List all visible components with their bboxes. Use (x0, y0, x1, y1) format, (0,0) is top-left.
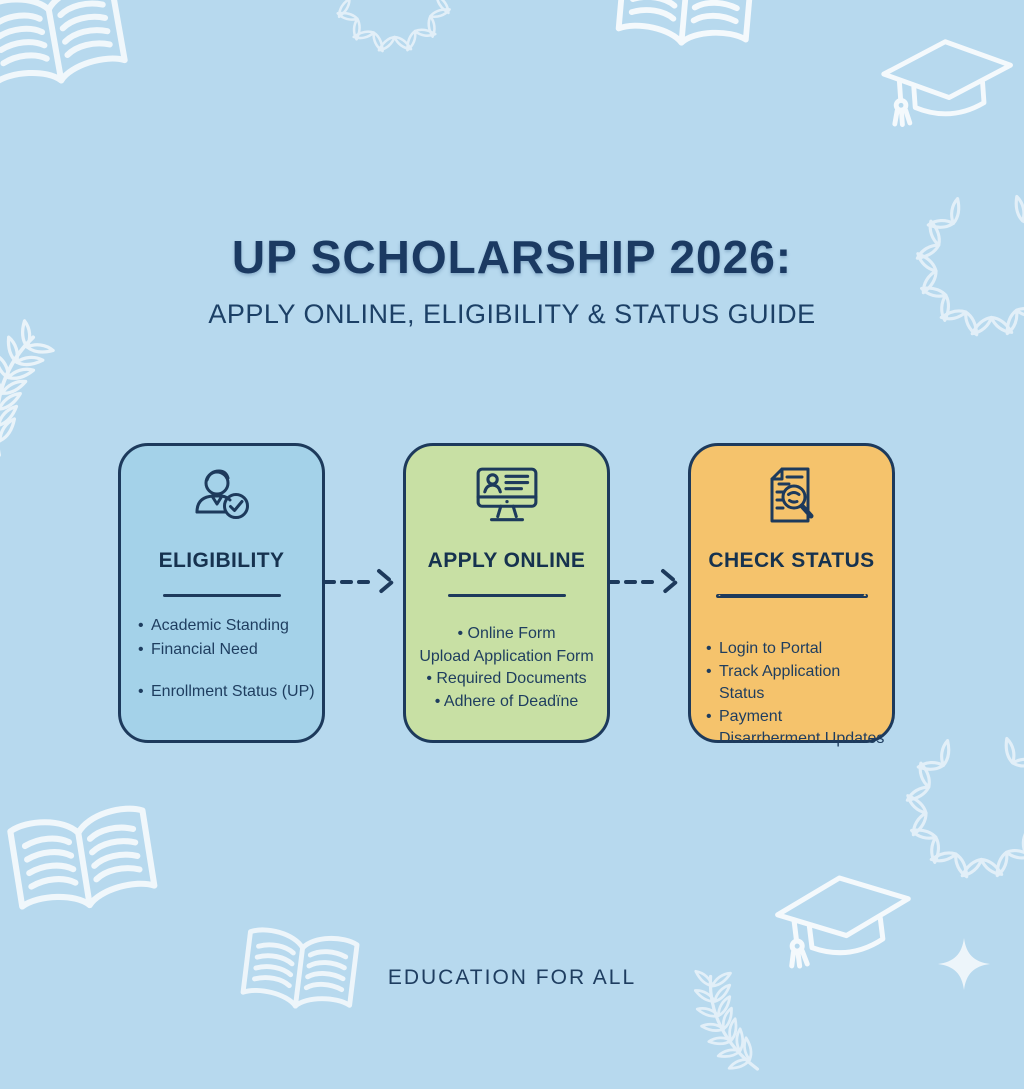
person-check-icon (121, 460, 322, 536)
list-item: • Required Documents (410, 668, 603, 691)
laurel-wreath-icon (338, 0, 448, 48)
divider-dashed (716, 594, 868, 598)
eligibility-list (138, 614, 316, 704)
divider (163, 594, 281, 597)
monitor-form-icon (406, 460, 607, 536)
card-title: APPLY ONLINE (427, 549, 586, 572)
header (0, 230, 1024, 330)
list-item: • Login to Portal (706, 638, 886, 661)
list-item: • Payment Disarrberment Updates (706, 706, 886, 751)
check-status-list (706, 638, 886, 751)
apply-online-list (410, 623, 603, 713)
card-check-status (688, 443, 895, 747)
steps-row (118, 443, 898, 747)
footer-tagline: EDUCATION FOR ALL (387, 966, 637, 989)
page-title: UP SCHOLARSHIP 2026: (231, 231, 793, 283)
laurel-wreath-icon (912, 738, 1024, 873)
open-book-icon (0, 797, 169, 941)
open-book-icon (0, 0, 139, 117)
document-search-icon (691, 460, 892, 536)
graduation-cap-icon (767, 864, 922, 976)
card-title: ELIGIBILITY (158, 549, 285, 572)
open-book-icon (607, 0, 762, 72)
flow-arrow-icon (322, 567, 398, 602)
page-subtitle: APPLY ONLINE, ELIGIBILITY & STATUS GUIDE (208, 299, 816, 329)
divider (448, 594, 566, 597)
list-item: • Enrollment Status (UP) (138, 680, 316, 704)
list-item: • Online Form (410, 623, 603, 646)
list-item: • Financial Need (138, 638, 316, 662)
card-apply-online (403, 443, 610, 743)
list-item: • Adhere of Deadïne (410, 691, 603, 714)
list-item: • Academic Standing (138, 614, 316, 638)
laurel-branch-icon (0, 326, 49, 464)
list-item: Upload Application Form (419, 647, 594, 665)
list-item: • Track Application Status (706, 661, 886, 706)
graduation-cap-icon (875, 31, 1021, 133)
flow-arrow-icon (606, 567, 682, 602)
card-eligibility (118, 443, 325, 743)
card-title: CHECK STATUS (708, 549, 875, 572)
